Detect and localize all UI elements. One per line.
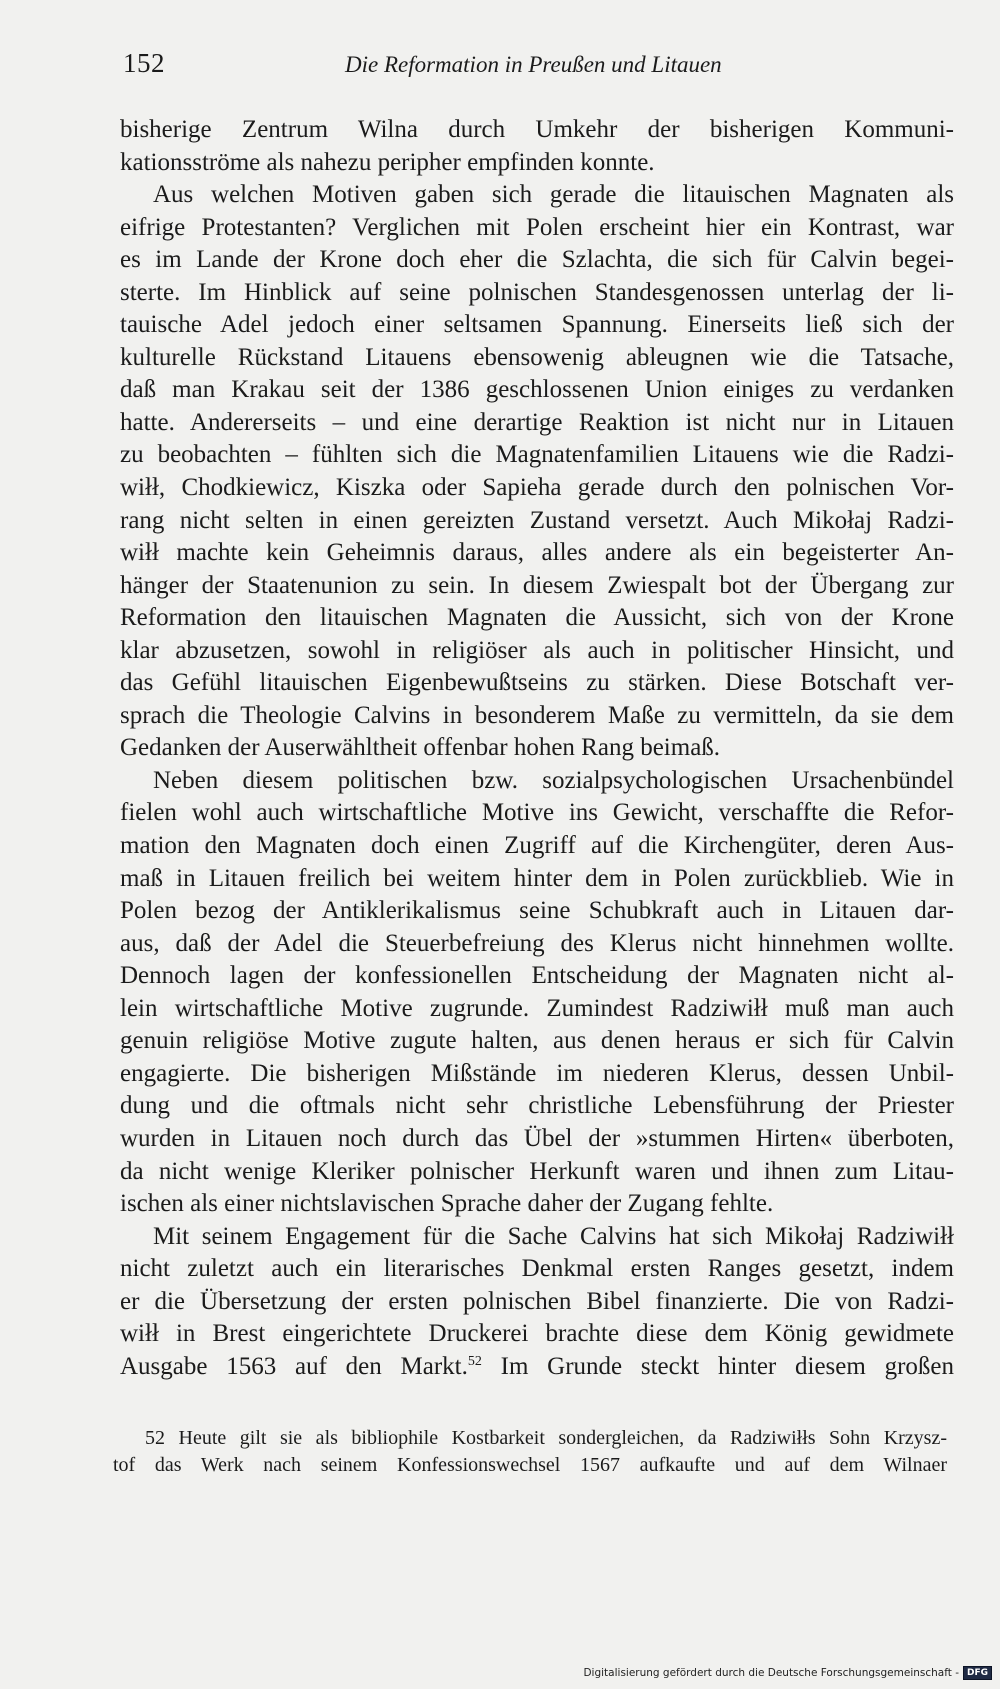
text-line: Aus welchen Motiven gaben sich gerade die litauischen Magnaten als	[153, 181, 954, 209]
credit-text: Digitalisierung gefördert durch die Deutsche Forschungsgemeinschaft -	[583, 1667, 959, 1679]
footnote-text: Heute gilt sie als bibliophile Kostbarkeit sondergleichen, da Radziwiłłs Sohn Krzysz-	[178, 1427, 947, 1449]
text-line: engagierte. Die bisherigen Mißstände im niederen Klerus, dessen Unbil-	[120, 1059, 954, 1087]
text-line: bisherige Zentrum Wilna durch Umkehr der bisherigen Kommuni-	[120, 116, 954, 143]
text-line: da nicht wenige Kleriker polnischer Herkunft waren und ihnen zum Litau-	[120, 1157, 954, 1185]
footnote-text: tof das Werk nach seinem Konfessionswechsel 1567 aufkaufte und auf dem Wilnaer	[113, 1454, 947, 1476]
text-fragment: Im Grunde steckt hinter diesem großen	[500, 1352, 955, 1380]
text-line: sterte. Im Hinblick auf seine polnischen Standesgenossen unterlag der li-	[120, 278, 954, 306]
text-line: tauische Adel jedoch einer seltsamen Spannung. Einerseits ließ sich der	[120, 311, 954, 339]
text-line: Polen bezog der Antiklerikalismus seine Schubkraft auch in Litauen dar-	[120, 897, 954, 925]
text-line: mation den Magnaten doch einen Zugriff auf die Kirchengüter, deren Aus-	[120, 832, 954, 860]
page-header	[120, 48, 950, 88]
text-line-with-footnote	[120, 1351, 954, 1384]
text-line: maß in Litauen freilich bei weitem hinter dem in Polen zurückblieb. Wie in	[120, 864, 954, 892]
text-line: zu beobachten – fühlten sich die Magnatenfamilien Litauens wie die Radzi-	[120, 441, 954, 469]
text-line: genuin religiöse Motive zugute halten, aus denen heraus er sich für Calvin	[120, 1027, 954, 1055]
text-line: ischen als einer nichtslavischen Sprache daher der Zugang fehlte.	[120, 1190, 774, 1218]
footnote-number: 52	[145, 1427, 165, 1449]
text-line: es im Lande der Krone doch eher die Szlachta, die sich für Calvin begei-	[120, 246, 954, 274]
text-line: Mit seinem Engagement für die Sache Calvins hat sich Mikołaj Radziwiłł	[153, 1222, 954, 1250]
text-line: Dennoch lagen der konfessionellen Entscheidung der Magnaten nicht al-	[120, 962, 954, 990]
text-line: kulturelle Rückstand Litauens ebensowenig ableugnen wie die Tatsache,	[120, 343, 954, 371]
text-line: eifrige Protestanten? Verglichen mit Polen erscheint hier ein Kontrast, war	[120, 213, 954, 241]
text-line: wiłł, Chodkiewicz, Kiszka oder Sapieha gerade durch den polnischen Vor-	[120, 474, 954, 502]
footnotes	[113, 1425, 947, 1479]
text-line: hatte. Andererseits – und eine derartige Reaktion ist nicht nur in Litauen	[120, 408, 954, 436]
text-line: wiłł in Brest eingerichtete Druckerei brachte diese dem König gewidmete	[120, 1320, 954, 1348]
text-line: das Gefühl litauischen Eigenbewußtseins zu stärken. Diese Botschaft ver-	[120, 669, 954, 697]
digitization-credit	[583, 1663, 992, 1683]
paragraph-3	[120, 765, 954, 1221]
text-line: daß man Krakau seit der 1386 geschlossenen Union einiges zu verdanken	[120, 376, 954, 404]
text-line: wiłł machte kein Geheimnis daraus, alles andere als ein begeisterter An-	[120, 539, 954, 567]
running-head: Die Reformation in Preußen und Litauen	[345, 52, 722, 77]
text-line: hänger der Staatenunion zu sein. In diesem Zwiespalt bot der Übergang zur	[120, 571, 954, 599]
text-line: rang nicht selten in einen gereizten Zustand versetzt. Auch Mikołaj Radzi-	[120, 506, 954, 534]
page-number: 152	[123, 48, 165, 78]
text-fragment: Ausgabe 1563 auf den Markt.	[120, 1352, 468, 1380]
paragraph-2	[120, 179, 954, 765]
dfg-logo: DFG	[963, 1666, 992, 1680]
text-line: nicht zuletzt auch ein literarisches Denkmal ersten Ranges gesetzt, indem	[120, 1255, 954, 1283]
text-line: sprach die Theologie Calvins in besonderem Maße zu vermitteln, da sie dem	[120, 701, 954, 729]
text-line: Neben diesem politischen bzw. sozialpsychologischen Ursachenbündel	[153, 766, 954, 794]
text-line: Reformation den litauischen Magnaten die Aussicht, sich von der Krone	[120, 604, 954, 632]
text-line: kationsströme als nahezu peripher empfinden konnte.	[120, 148, 655, 176]
text-line: fielen wohl auch wirtschaftliche Motive ins Gewicht, verschaffte die Refor-	[120, 799, 954, 827]
text-line: wurden in Litauen noch durch das Übel der »stummen Hirten« überboten,	[120, 1124, 954, 1152]
text-line: aus, daß der Adel die Steuerbefreiung des Klerus nicht hinnehmen wollte.	[120, 929, 954, 957]
text-line: lein wirtschaftliche Motive zugrunde. Zumindest Radziwiłł muß man auch	[120, 994, 954, 1022]
paragraph-4	[120, 1221, 954, 1384]
footnote-reference[interactable]: 52	[467, 1353, 482, 1369]
text-line: dung und die oftmals nicht sehr christliche Lebensführung der Priester	[120, 1092, 954, 1120]
text-line: Gedanken der Auserwähltheit offenbar hohen Rang beimaß.	[120, 734, 721, 762]
text-line: klar abzusetzen, sowohl in religiöser als auch in politischer Hinsicht, und	[120, 636, 954, 664]
text-line: er die Übersetzung der ersten polnischen Bibel finanzierte. Die von Radzi-	[120, 1287, 954, 1315]
footnote-52	[113, 1425, 947, 1452]
body-text	[120, 114, 954, 1383]
paragraph-1	[120, 114, 954, 179]
